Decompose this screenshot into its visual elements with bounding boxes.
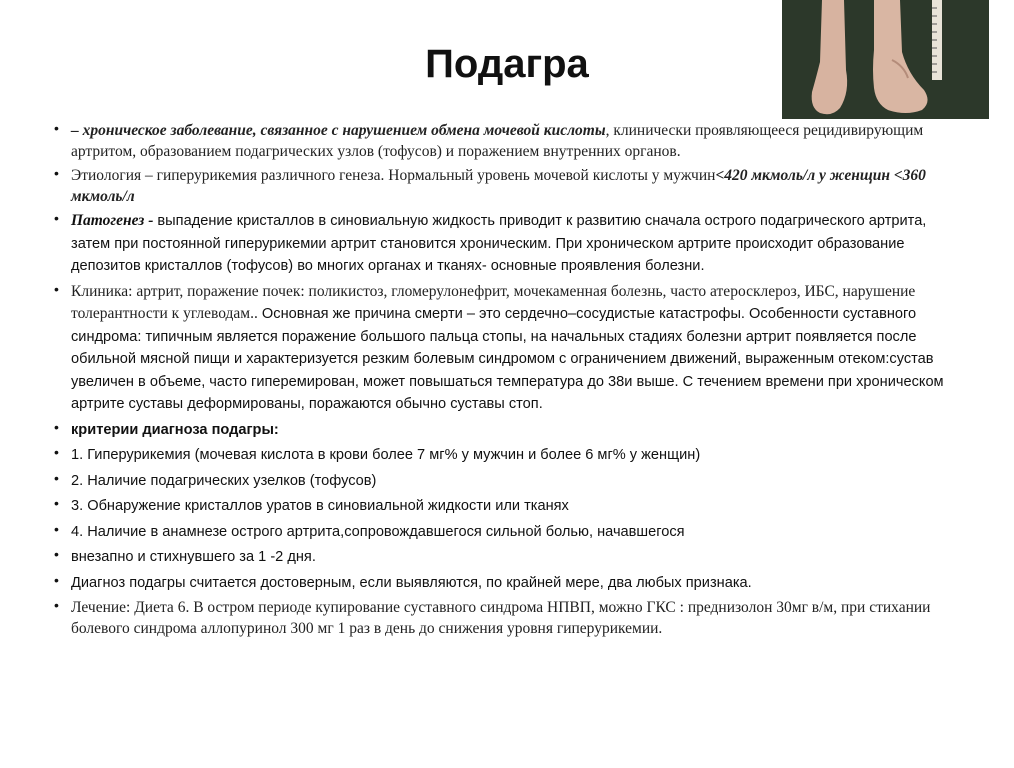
list-item	[52, 521, 962, 544]
list-item	[52, 281, 962, 416]
list-item	[52, 210, 962, 278]
criterion-1: 1. Гиперурикемия (мочевая кислота в крови более 7 мг% у мужчин и более 6 мг% у женщин)	[71, 447, 701, 463]
list-item	[52, 597, 962, 639]
criteria-heading: критерии диагноза подагры:	[71, 421, 279, 438]
criterion-2: 2. Наличие подагрических узелков (тофусов)	[71, 472, 377, 489]
pathogenesis-text: выпадение кристаллов в синовиальную жидкость приводит к развитию сначала острого подагрического артрита, затем при постоянной гиперурикемии артрит становится хроническим. При хроническом артрите происходит образование депозитов кристаллов (тофусов) во многих органах и тканях- основные проявления болезни.	[71, 213, 927, 274]
list-item	[52, 120, 962, 162]
bullet-icon: •	[54, 597, 59, 613]
list-item	[52, 165, 962, 207]
bullet-icon: •	[54, 546, 59, 562]
definition-lead: – хроническое заболевание, связанное с нарушением обмена мочевой кислоты	[71, 122, 606, 139]
bullet-icon: •	[54, 520, 59, 537]
bullet-icon: •	[54, 120, 59, 136]
treatment-text: Лечение: Диета 6. В остром периоде купирование суставного синдрома НПВП, можно ГКС : преднизолон 30мг в/м, при стихании болевого синдрома аллопуринол 300 мг 1 раз в день до снижения уровня гиперурикемии.	[71, 599, 931, 637]
bullet-icon: •	[54, 571, 59, 588]
bullet-icon: •	[54, 280, 59, 297]
list-item	[52, 572, 962, 595]
bullet-icon: •	[54, 495, 59, 511]
clinic-text: Клиника: артрит, поражение почек: поликистоз, гломерулонефрит, мочекаменная болезнь, часто атеросклероз, ИБС, нарушение толерантности к углеводам..	[71, 282, 916, 322]
list-item	[52, 419, 962, 442]
bullet-list	[52, 120, 962, 642]
etiology-text: Этиология – гиперурикемия различного генеза. Нормальный уровень мочевой кислоты у мужчин	[71, 167, 716, 184]
diagnosis-rule: Диагноз подагры считается достоверным, если выявляются, по крайней мере, два любых признака.	[71, 574, 752, 591]
bullet-icon: •	[54, 418, 59, 435]
bullet-icon: •	[54, 165, 59, 181]
bullet-icon: •	[54, 210, 59, 226]
bullet-icon: •	[54, 469, 59, 486]
list-item	[52, 470, 962, 493]
criterion-4: 4. Наличие в анамнезе острого артрита,сопровождавшегося сильной болью, начавшегося	[71, 523, 685, 540]
criterion-4-cont: внезапно и стихнувшего за 1 -2 дня.	[71, 549, 316, 565]
definition-text: , клинически проявляющееся рецидивирующим артритом, образованием подагрических узлов (тофусов) и поражением внутренних органов.	[71, 122, 924, 160]
list-item	[52, 495, 962, 518]
pathogenesis-lead: Патогенез -	[71, 212, 154, 229]
list-item	[52, 546, 962, 569]
page-title: Подагра	[425, 42, 589, 86]
bullet-icon: •	[54, 444, 59, 460]
etiology-norms: <420 мкмоль/л у женщин <360 мкмоль/л	[71, 167, 926, 205]
clinic-text-cont: Основная же причина смерти – это сердечно–сосудистые катастрофы. Особенности суставного синдрома: типичным является поражение большого пальца стопы, на начальных стадиях болезни артрит появляется после обильной мясной пищи и характеризуется резким болевым синдромом с ограничением движений, выраженным отеком:сустав увеличен в объеме, часто гиперемирован, может повышаться температура до 38и выше. С течением времени при хроническом артрите суставы деформированы, поражаются обычно суставы стоп.	[71, 306, 944, 412]
list-item	[52, 444, 962, 467]
criterion-3: 3. Обнаружение кристаллов уратов в синовиальной жидкости или тканях	[71, 498, 569, 514]
